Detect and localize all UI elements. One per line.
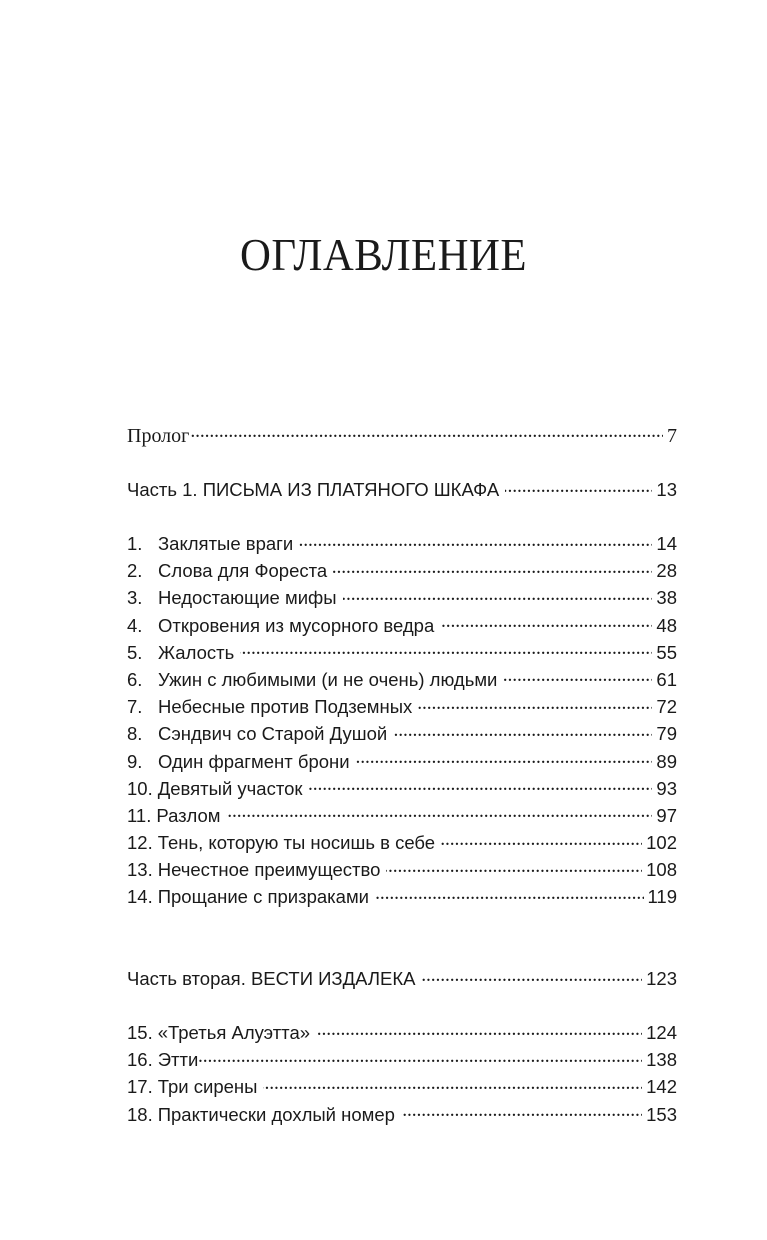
- chapter-title: Практически дохлый номер: [157, 1103, 395, 1125]
- toc-entry-part2[interactable]: [127, 965, 677, 992]
- chapter-title: Нечестное преимущество: [157, 859, 381, 881]
- chapter-page: 14: [656, 533, 677, 554]
- chapter-title: Слова для Фореста: [158, 560, 328, 582]
- dot-leader: [418, 694, 652, 714]
- chapter-title: Жалость: [158, 641, 235, 663]
- chapter-title: Ужин с любимыми (и не очень) людьми: [158, 668, 498, 690]
- toc-chapter-1[interactable]: [127, 530, 677, 557]
- chapter-page: 138: [646, 1049, 677, 1071]
- chapter-page: 79: [656, 723, 677, 745]
- chapter-page: 61: [656, 668, 677, 690]
- chapter-title: «Третья Алуэтта»: [157, 1022, 311, 1043]
- toc-chapter-2[interactable]: [127, 557, 677, 584]
- chapter-title: Девятый участок: [157, 777, 303, 799]
- chapter-title: Небесные против Подземных: [158, 696, 413, 718]
- chapter-number: 6.: [127, 668, 143, 690]
- toc-chapter-16[interactable]: [127, 1046, 677, 1073]
- chapter-page: 55: [656, 641, 677, 663]
- toc-chapter-11[interactable]: [127, 802, 677, 829]
- chapter-page: 97: [656, 804, 677, 826]
- chapter-page: 38: [656, 587, 677, 609]
- chapter-number: 11.: [127, 804, 152, 826]
- dot-leader: [356, 748, 653, 768]
- dot-leader: [309, 775, 653, 795]
- chapter-title: Тень, которую ты носишь в себе: [157, 832, 436, 854]
- chapter-number: 3.: [127, 587, 143, 609]
- dot-leader: [343, 585, 653, 605]
- dot-leader: [401, 1101, 642, 1121]
- toc-chapter-8[interactable]: [127, 720, 677, 747]
- toc-chapter-7[interactable]: [127, 693, 677, 720]
- dot-leader: [226, 802, 652, 822]
- chapter-page: 28: [656, 560, 677, 582]
- toc-chapter-13[interactable]: [127, 856, 677, 883]
- chapter-number: 8.: [127, 723, 143, 745]
- toc-entry-page: 123: [646, 968, 677, 989]
- toc-chapter-10[interactable]: [127, 775, 677, 802]
- chapter-page: 72: [656, 696, 677, 718]
- chapter-number: 13.: [127, 859, 153, 881]
- chapter-number: 12.: [127, 832, 153, 854]
- chapter-number: 4.: [127, 614, 143, 636]
- chapter-title: Этти: [157, 1049, 199, 1071]
- chapter-number: 17.: [127, 1076, 153, 1098]
- toc-entry-label: Часть вторая. ВЕСТИ ИЗДАЛЕКА: [127, 968, 416, 989]
- dot-leader: [440, 612, 652, 632]
- dot-leader: [190, 422, 663, 442]
- toc-entry-page: 13: [656, 479, 677, 500]
- chapter-page: 153: [646, 1103, 677, 1125]
- page-title: ОГЛАВЛЕНИЕ: [240, 229, 527, 280]
- chapter-number: 2.: [127, 560, 143, 582]
- chapter-number: 9.: [127, 750, 143, 772]
- dot-leader: [263, 1074, 642, 1094]
- toc-part2-chapters: [127, 1019, 677, 1128]
- chapter-title: Заклятые враги: [158, 533, 294, 554]
- toc-part2-block: [127, 965, 677, 992]
- toc-entry-page: 7: [667, 424, 677, 447]
- toc-chapter-17[interactable]: [127, 1073, 677, 1100]
- chapter-page: 108: [646, 859, 677, 881]
- toc-chapter-14[interactable]: [127, 883, 677, 910]
- chapter-number: 7.: [127, 696, 143, 718]
- chapter-number: 1.: [127, 533, 143, 554]
- chapter-page: 102: [646, 832, 677, 854]
- dot-leader: [316, 1020, 642, 1040]
- dot-leader: [375, 884, 643, 904]
- toc-entry-part1[interactable]: [127, 476, 677, 503]
- chapter-number: 18.: [127, 1103, 153, 1125]
- toc-chapter-4[interactable]: [127, 612, 677, 639]
- toc-chapter-6[interactable]: [127, 666, 677, 693]
- chapter-number: 16.: [127, 1049, 153, 1071]
- chapter-title: Сэндвич со Старой Душой: [158, 723, 388, 745]
- chapter-title: Прощание с призраками: [157, 886, 370, 908]
- toc-entry-label: Часть 1. ПИСЬМА ИЗ ПЛАТЯНОГО ШКАФА: [127, 479, 500, 500]
- dot-leader: [386, 857, 642, 877]
- chapter-title: Один фрагмент брони: [158, 750, 350, 772]
- dot-leader: [441, 830, 642, 850]
- toc-part1-chapters: [127, 530, 677, 911]
- dot-leader: [503, 666, 652, 686]
- chapter-page: 48: [656, 614, 677, 636]
- chapter-title: Три сирены: [157, 1076, 258, 1098]
- toc-entry-label: Пролог: [127, 424, 190, 447]
- toc-prologue-block: [127, 422, 677, 449]
- toc-chapter-3[interactable]: [127, 584, 677, 611]
- dot-leader: [393, 721, 652, 741]
- chapter-page: 124: [646, 1022, 677, 1043]
- toc-entry-prologue[interactable]: [127, 422, 677, 449]
- dot-leader: [199, 1047, 642, 1067]
- toc-chapter-18[interactable]: [127, 1101, 677, 1128]
- toc-chapter-5[interactable]: [127, 639, 677, 666]
- dot-leader: [505, 477, 652, 497]
- chapter-page: 93: [656, 777, 677, 799]
- chapter-number: 10.: [127, 777, 153, 799]
- chapter-title: Недостающие мифы: [158, 587, 337, 609]
- chapter-number: 5.: [127, 641, 143, 663]
- toc-chapter-9[interactable]: [127, 748, 677, 775]
- dot-leader: [421, 966, 642, 986]
- chapter-number: 14.: [127, 886, 153, 908]
- chapter-page: 142: [646, 1076, 677, 1098]
- chapter-title: Откровения из мусорного ведра: [158, 614, 435, 636]
- toc-chapter-15[interactable]: [127, 1019, 677, 1046]
- chapter-page: 89: [656, 750, 677, 772]
- chapter-number: 15.: [127, 1022, 153, 1043]
- chapter-page: 119: [647, 886, 677, 908]
- chapter-title: Разлом: [156, 804, 221, 826]
- dot-leader: [299, 531, 652, 551]
- dot-leader: [333, 558, 652, 578]
- toc-part1-block: [127, 476, 677, 503]
- toc-chapter-12[interactable]: [127, 829, 677, 856]
- dot-leader: [240, 639, 652, 659]
